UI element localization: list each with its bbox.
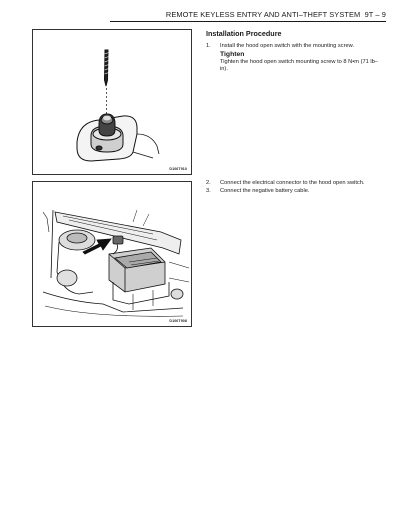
header-rule: [110, 21, 386, 22]
hood-switch-illustration: [33, 30, 191, 174]
figure-hood-switch-screw: [32, 29, 192, 175]
hood-open-switch: [113, 236, 123, 244]
step-number: 2.: [206, 180, 211, 186]
step-number: 1.: [206, 43, 211, 49]
step-text: Connect the electrical connector to the hood open switch.: [220, 180, 365, 186]
tighten-block: [206, 51, 382, 73]
tighten-title: Tighten: [220, 51, 245, 58]
step-text: Connect the negative battery cable.: [220, 188, 310, 194]
figure-code: D106T910: [169, 167, 187, 171]
engine-compartment-illustration: [33, 182, 191, 326]
step-number: 3.: [206, 188, 211, 194]
step-item: [206, 180, 382, 187]
figure-code: D106T908: [169, 319, 187, 323]
figure-engine-compartment: [32, 181, 192, 327]
mounting-screw: [105, 50, 109, 86]
step-text: Install the hood open switch with the mounting screw.: [220, 43, 355, 49]
tighten-text: Tighten the hood open switch mounting screw to 8 N•m (71 lb–in).: [220, 59, 378, 72]
installation-section: [206, 30, 382, 73]
step-item: [206, 188, 382, 195]
procedure-title: Installation Procedure: [206, 29, 282, 38]
header-title: REMOTE KEYLESS ENTRY AND ANTI–THEFT SYSTEM: [165, 10, 361, 19]
page-number: 9T – 9: [364, 10, 386, 19]
step-item: [206, 43, 382, 50]
connection-section: [206, 180, 382, 196]
